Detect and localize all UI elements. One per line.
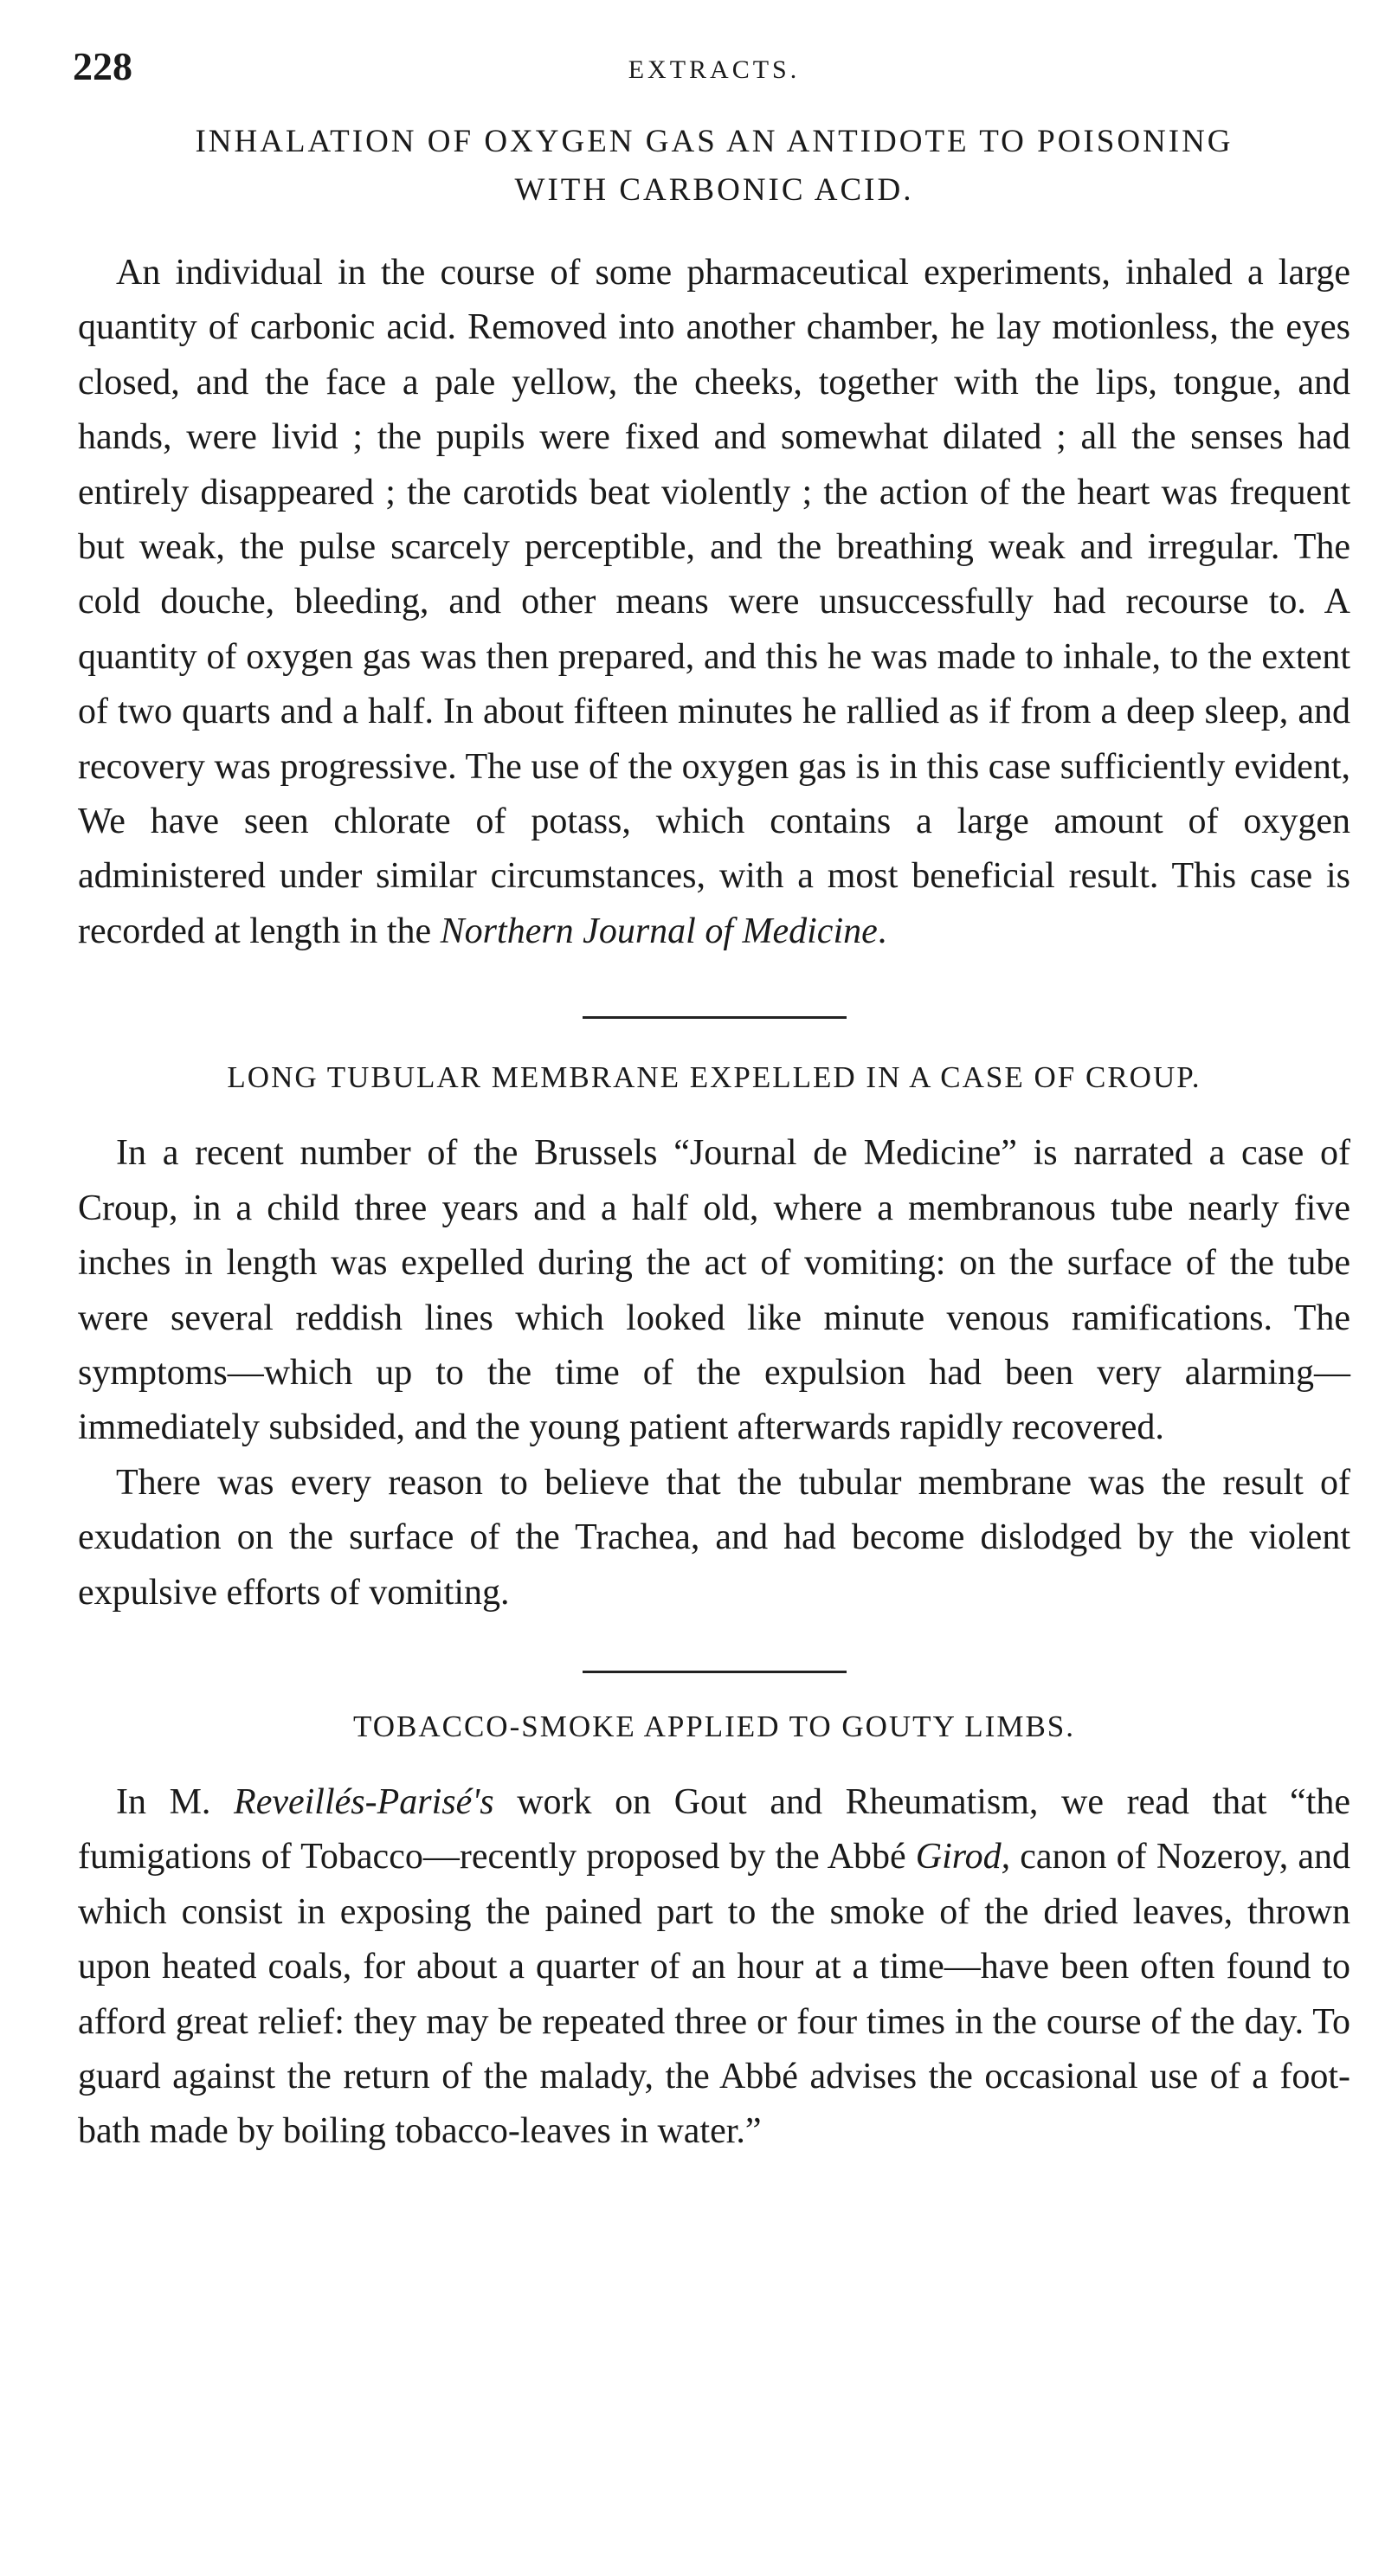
article-title-line-2: WITH CARBONIC ACID. bbox=[514, 172, 914, 208]
paragraph-text: An individual in the course of some pharmaceutical experiments, inhaled a large quantity of carbonic acid. Removed into another chamber, he lay motionless, the eyes closed, and the face a pale yellow, the cheeks, together with the lips, tongue, and hands, were livid ; the pupils were fixed and somewhat dilated ; all the senses had entirely disappeared ; the carotids beat violently ; the action of the heart was frequent but weak, the pulse scarcely perceptible, and the breathing weak and irregular. The cold douche, bleeding, and other means were unsuccessfully had recourse to. A quantity of oxygen gas was then prepared, and this he was made to inhale, to the extent of two quarts and a half. In about fifteen minutes he rallied as if from a deep sleep, and recovery was progressive. The use of the oxygen gas is in this case sufficiently evident, We have seen chlorate of potass, which contains a large amount of oxygen administered under similar circumstances, with a most beneficial result. This case is recorded at length in the bbox=[78, 253, 1350, 951]
page-number: 228 bbox=[73, 44, 132, 88]
article-title bbox=[78, 118, 1350, 215]
paragraph-text: canon of Nozeroy, and which consist in exposing the pained part to the smoke of the dried leaves, thrown upon heated coals, for about a quarter of an hour at a time—have been often found to afford great relief: they may be repeated three or four times in the course of the day. To guard against the return of the malady, the Abbé advises the occasional use of a foot-bath made by boiling tobacco-leaves in water.” bbox=[78, 1837, 1350, 2152]
article-tobacco bbox=[78, 1703, 1350, 2160]
article-paragraph bbox=[78, 1775, 1350, 2160]
paragraph-text: work on Gout and Rheumatism, we read that “the fumigations of Tobacco—recently proposed by the Abbé bbox=[78, 1781, 1350, 1877]
author-name: Reveillés-Parisé's bbox=[234, 1781, 494, 1822]
article-paragraph: In a recent number of the Brussels “Journal de Medicine” is narrated a case of Croup, in a child three years and a half old, where a membranous tube nearly five inches in length was expelled during the act of vomiting: on the surface of the tube were several reddish lines which looked like minute venous ramifications. The symptoms—which up to the time of the expulsion had been very alarming—immediately subsided, and the young patient afterwards rapidly recovered. bbox=[78, 1133, 1350, 1448]
article-paragraph: There was every reason to believe that the tubular membrane was the result of exudation on the surface of the Trachea, and had become dislodged by the violent expulsive efforts of vomiting. bbox=[78, 1462, 1350, 1613]
article-oxygen bbox=[78, 118, 1350, 959]
book-page bbox=[73, 43, 1350, 2160]
article-title-line-1: INHALATION OF OXYGEN GAS AN ANTIDOTE TO POISONING bbox=[195, 124, 1234, 159]
article-paragraph bbox=[78, 246, 1350, 959]
running-title: EXTRACTS. bbox=[628, 55, 801, 84]
journal-title: Northern Journal of Medicine bbox=[440, 911, 878, 951]
paragraph-end: . bbox=[877, 911, 887, 951]
article-title: TOBACCO-SMOKE APPLIED TO GOUTY LIMBS. bbox=[352, 1709, 1076, 1743]
person-name: Girod, bbox=[915, 1837, 1011, 1877]
article-croup bbox=[78, 1053, 1350, 1620]
paragraph-text: In M. bbox=[116, 1781, 235, 1822]
article-title: LONG TUBULAR MEMBRANE EXPELLED IN A CASE OF CROUP. bbox=[227, 1060, 1201, 1095]
running-head bbox=[73, 43, 1350, 95]
